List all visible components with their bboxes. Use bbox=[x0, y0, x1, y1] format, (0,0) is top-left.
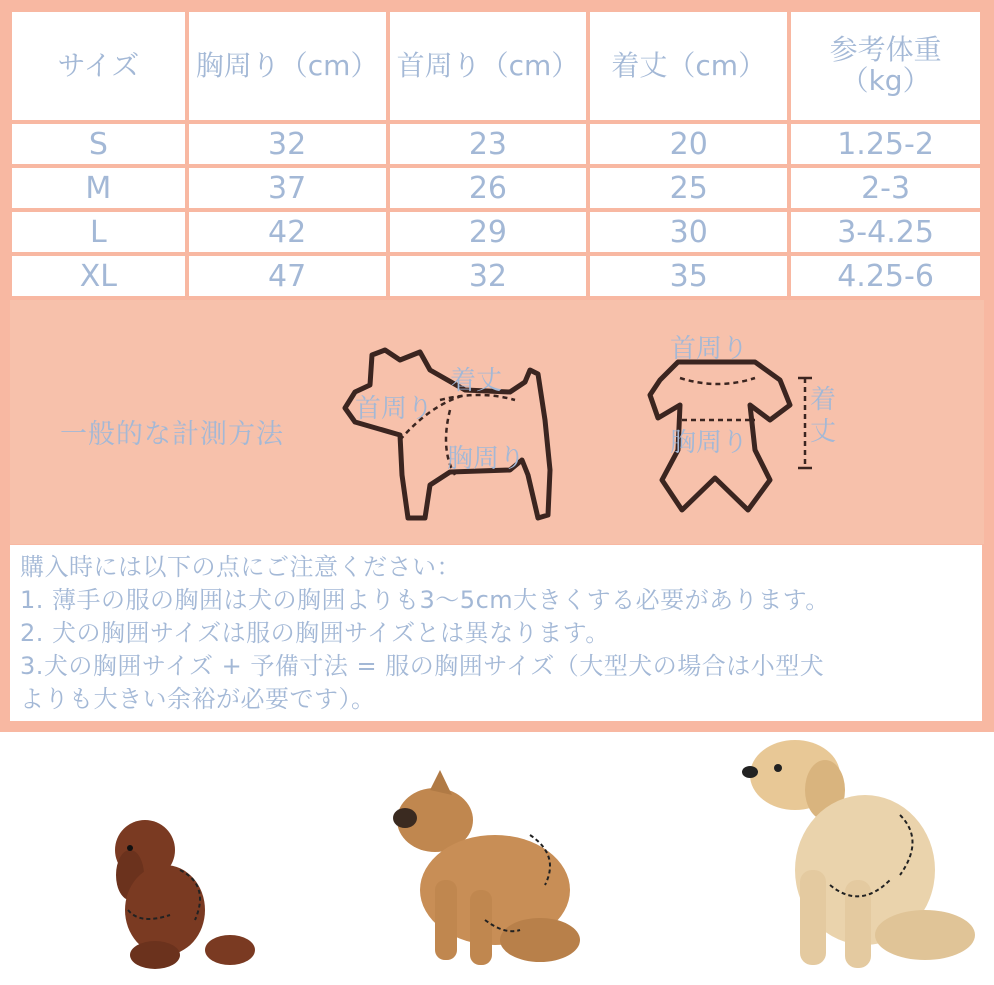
cell-length: 35 bbox=[590, 256, 787, 296]
table-row bbox=[12, 212, 980, 252]
cell-size: XL bbox=[12, 256, 185, 296]
golden-retriever-photo bbox=[740, 730, 980, 975]
cell-chest: 32 bbox=[189, 124, 386, 164]
size-table bbox=[8, 8, 984, 300]
measurement-method-label: 一般的な計測方法 bbox=[60, 419, 284, 450]
cell-neck: 23 bbox=[390, 124, 587, 164]
clothes-length-label: 着丈 bbox=[810, 385, 837, 447]
header-weight bbox=[791, 12, 980, 120]
dog-length-label: 着丈 bbox=[450, 366, 503, 396]
table-header-row bbox=[12, 12, 980, 120]
table-row bbox=[12, 168, 980, 208]
cell-size: L bbox=[12, 212, 185, 252]
cell-neck: 26 bbox=[390, 168, 587, 208]
header-weight-label: 参考体重 bbox=[829, 33, 942, 67]
cell-chest: 42 bbox=[189, 212, 386, 252]
header-length: 着丈（cm） bbox=[590, 12, 787, 120]
header-neck: 首周り（cm） bbox=[390, 12, 587, 120]
note-line: 3.犬の胸囲サイズ + 予備寸法 = 服の胸囲サイズ（大型犬の場合は小型犬 bbox=[20, 652, 825, 680]
purchase-notes bbox=[10, 545, 982, 721]
cell-length: 20 bbox=[590, 124, 787, 164]
measurement-method-panel bbox=[10, 300, 984, 544]
notes-heading: 購入時には以下の点にご注意ください： bbox=[20, 553, 461, 581]
dog-chest-label: 胸周り bbox=[447, 444, 526, 474]
clothes-neck-label: 首周り bbox=[670, 334, 749, 364]
cell-neck: 29 bbox=[390, 212, 587, 252]
cell-size: M bbox=[12, 168, 185, 208]
note-line: よりも大きい余裕が必要です）。 bbox=[20, 685, 376, 713]
header-size: サイズ bbox=[12, 12, 185, 120]
cell-weight: 2-3 bbox=[791, 168, 980, 208]
french-bulldog-photo bbox=[390, 770, 590, 975]
dog-neck-label: 首周り bbox=[355, 394, 434, 424]
cell-weight: 4.25-6 bbox=[791, 256, 980, 296]
cell-weight: 3-4.25 bbox=[791, 212, 980, 252]
cell-chest: 37 bbox=[189, 168, 386, 208]
note-line: 2. 犬の胸囲サイズは服の胸囲サイズとは異なります。 bbox=[20, 619, 610, 647]
table-row bbox=[12, 256, 980, 296]
cell-size: S bbox=[12, 124, 185, 164]
cell-neck: 32 bbox=[390, 256, 587, 296]
header-weight-unit: （kg） bbox=[840, 64, 931, 97]
header-chest: 胸周り（cm） bbox=[189, 12, 386, 120]
clothes-chest-label: 胸周り bbox=[670, 428, 749, 458]
poodle-photo bbox=[100, 810, 270, 975]
cell-weight: 1.25-2 bbox=[791, 124, 980, 164]
cell-length: 30 bbox=[590, 212, 787, 252]
note-line: 1. 薄手の服の胸囲は犬の胸囲よりも3～5cm大きくする必要があります。 bbox=[20, 586, 830, 614]
cell-chest: 47 bbox=[189, 256, 386, 296]
cell-length: 25 bbox=[590, 168, 787, 208]
table-row bbox=[12, 124, 980, 164]
